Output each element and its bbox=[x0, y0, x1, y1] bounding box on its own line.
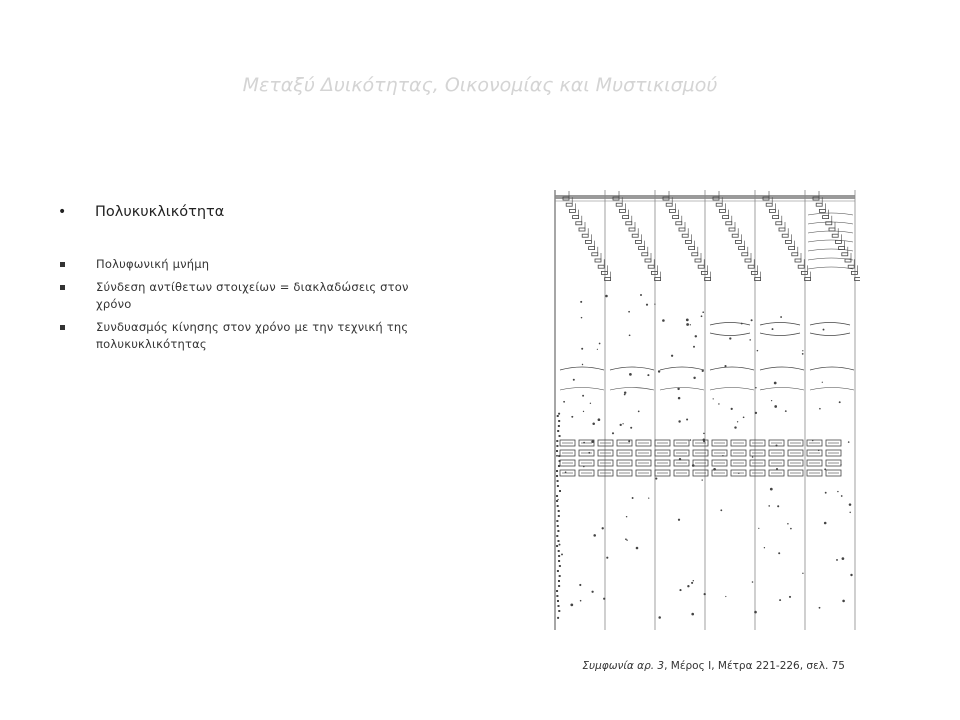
figure-caption bbox=[540, 660, 845, 672]
music-score-image bbox=[540, 165, 860, 635]
sub-bullet-text: Σύνδεση αντίθετων στοιχείων = διακλαδώσεις στον χρόνο bbox=[96, 280, 409, 311]
sub-bullet-text: Συνδυασμός κίνησης στον χρόνο με την τεχνική της πολυκυκλικότητας bbox=[96, 320, 409, 351]
caption-work-title: Συμφωνία αρ. 3 bbox=[582, 660, 665, 672]
square-bullet-icon bbox=[60, 325, 65, 330]
bullet-dot-icon: • bbox=[58, 204, 67, 220]
main-bullet-text: Πολυκυκλικότητα bbox=[95, 204, 225, 220]
sub-bullet bbox=[58, 319, 438, 353]
sub-bullet-list bbox=[58, 256, 438, 353]
sub-bullet bbox=[58, 256, 438, 273]
slide-title: Μεταξύ Δυικότητας, Οικονομίας και Μυστικισμού bbox=[242, 74, 718, 96]
square-bullet-icon bbox=[60, 285, 65, 290]
sub-bullet bbox=[58, 279, 438, 313]
main-bullet bbox=[58, 204, 438, 220]
bullet-list bbox=[58, 204, 438, 359]
sub-bullet-text: Πολυφωνική μνήμη bbox=[96, 257, 210, 271]
caption-details: , Μέρος Ι, Μέτρα 221-226, σελ. 75 bbox=[664, 660, 845, 672]
square-bullet-icon bbox=[60, 262, 65, 267]
